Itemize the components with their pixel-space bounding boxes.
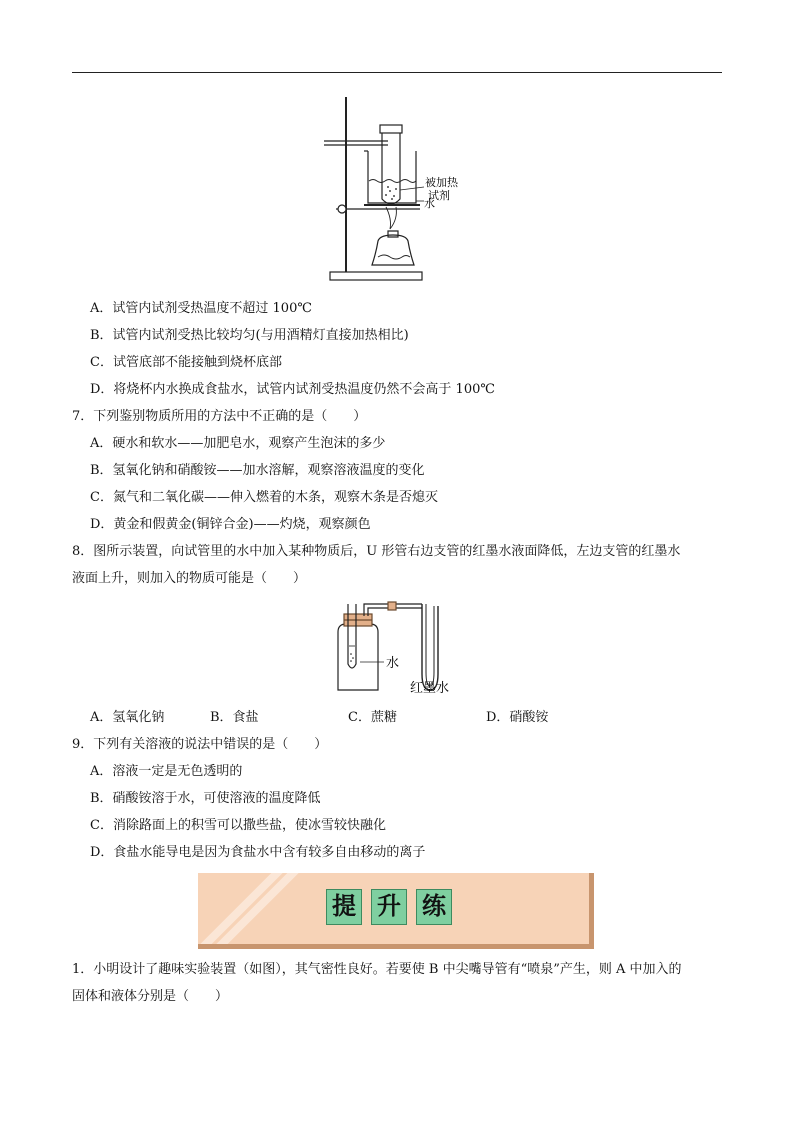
q6-option-a: A．试管内试剂受热温度不超过 100℃	[90, 301, 312, 316]
q7-stem: 7．下列鉴别物质所用的方法中不正确的是（ ）	[72, 409, 367, 424]
q7-option-a: A．硬水和软水——加肥皂水，观察产生泡沫的多少	[90, 436, 386, 451]
q7-option-d: D．黄金和假黄金(铜锌合金)——灼烧，观察颜色	[90, 517, 371, 532]
q9-option-b: B．硝酸铵溶于水，可使溶液的温度降低	[90, 791, 321, 806]
q7-option-b: B．氢氧化钠和硝酸铵——加水溶解，观察溶液温度的变化	[90, 463, 425, 478]
water-bath-apparatus-figure	[320, 95, 470, 285]
label-water: 水	[386, 656, 400, 671]
q7-option-c: C．氮气和二氧化碳——伸入燃着的木条，观察木条是否熄灭	[90, 490, 438, 505]
label-reagent-2: 试剂	[428, 189, 450, 202]
q8-option-d: D．硝酸铵	[486, 710, 549, 725]
header-rule	[72, 72, 722, 73]
q6-option-b: B．试管内试剂受热比较均匀(与用酒精灯直接加热相比)	[90, 328, 409, 343]
q8-option-c: C．蔗糖	[348, 710, 397, 725]
banner-char-sheng: 升	[371, 889, 407, 925]
banner-char-ti: 提	[326, 889, 362, 925]
q9-option-c: C．消除路面上的积雪可以撒些盐，使冰雪较快融化	[90, 818, 386, 833]
q8-option-a: A．氢氧化钠	[90, 710, 165, 725]
practice-q1-stem-line-2: 固体和液体分别是（ ）	[72, 989, 229, 1004]
label-red-ink: 红墨水	[410, 681, 450, 696]
practice-q1-stem-line-1: 1．小明设计了趣味实验装置（如图），其气密性良好。若要使 B 中尖嘴导管有“喷泉”产生，则 A 中加入的	[72, 962, 682, 977]
q8-stem-line-2: 液面上升，则加入的物质可能是（ ）	[72, 571, 307, 586]
q6-option-d: D．将烧杯内水换成食盐水，试管内试剂受热温度仍然不会高于 100℃	[90, 382, 495, 397]
q9-stem: 9．下列有关溶液的说法中错误的是（ ）	[72, 737, 328, 752]
q9-option-d: D．食盐水能导电是因为食盐水中含有较多自由移动的离子	[90, 845, 426, 860]
u-tube-apparatus-figure	[330, 594, 470, 704]
q6-option-c: C．试管底部不能接触到烧杯底部	[90, 355, 282, 370]
section-banner	[198, 873, 594, 949]
label-water: 水	[424, 197, 435, 210]
q8-stem-line-1: 8．图所示装置，向试管里的水中加入某种物质后，U 形管右边支管的红墨水液面降低，左边支管的红墨水	[72, 544, 681, 559]
q9-option-a: A．溶液一定是无色透明的	[90, 764, 243, 779]
label-reagent-1: 被加热	[425, 176, 458, 189]
banner-char-lian: 练	[416, 889, 452, 925]
q8-option-b: B．食盐	[210, 710, 259, 725]
